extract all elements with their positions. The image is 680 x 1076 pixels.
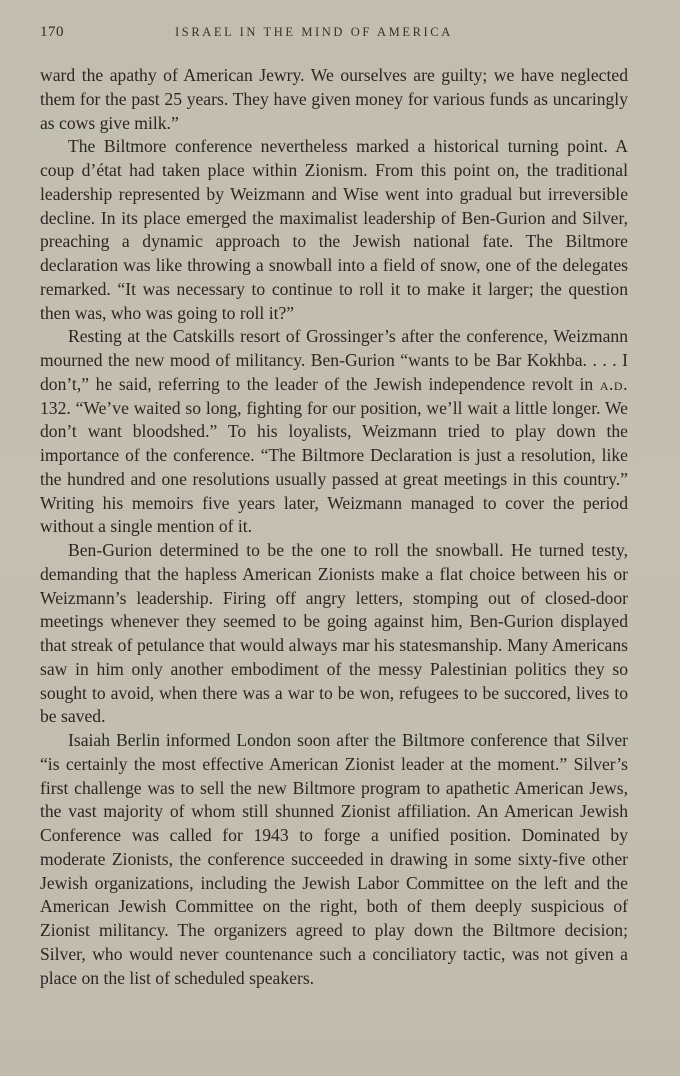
body-text <box>40 64 628 990</box>
paragraph-3-part-1: Resting at the Catskills resort of Grossinger’s after the conference, Weizmann mourned the new mood of militancy. Ben-Gurion “wants to be Bar Kokhba. . . . I don’t,” he said, referring to the leader of the Jewish independence revolt in <box>40 326 628 394</box>
running-title: ISRAEL IN THE MIND OF AMERICA <box>175 25 453 39</box>
paragraph-3-part-2: 132. “We’ve waited so long, fighting for our position, we’ll wait a little longer. We don’t want bloodshed.” To his loyalists, Weizmann tried to play down the importance of the conference. “The Biltmore Declaration is just a resolution, like the hundred and one resolutions usually passed at great meetings in this country.” Writing his memoirs five years later, Weizmann managed to cover the period without a single mention of it. <box>40 397 628 537</box>
paragraph-5: Isaiah Berlin informed London soon after the Biltmore conference that Silver “is certainly the most effective American Zionist leader at the moment.” Silver’s first challenge was to sell the new Biltmore program to apathetic American Jews, the vast majority of whom still shunned Zionist affiliation. An American Jewish Conference was called for 1943 to forge a unified position. Dominated by moderate Zionists, the conference succeeded in drawing in some sixty-five other Jewish organizations, including the Jewish Labor Committee on the left and the American Jewish Committee on the right, both of them deeply suspicious of Zionist militancy. The organizers agreed to play down the Biltmore decision; Silver, who would never countenance such a conciliatory tactic, was not given a place on the list of scheduled speakers. <box>40 730 628 988</box>
paragraph-3 <box>40 325 628 539</box>
running-head <box>40 24 628 44</box>
paragraph-4: Ben-Gurion determined to be the one to roll the snowball. He turned testy, demanding that the hapless American Zionists make a flat choice between his or Weizmann’s leadership. Firing off angry letters, stomping out of closed-door meetings whenever they seemed to be going against him, Ben-Gurion displayed that streak of petulance that would always mar his statesmanship. Many Americans saw in him only another embodiment of the messy Palestinian politics they so sought to avoid, when there was a war to be won, refugees to be succored, lives to be saved. <box>40 540 628 727</box>
page-number: 170 <box>40 24 64 40</box>
paragraph-1: ward the apathy of American Jewry. We ourselves are guilty; we have neglected them for the past 25 years. They have given money for various funds as uncaringly as cows give milk.” <box>40 65 628 133</box>
era-abbreviation: a.d. <box>599 373 628 394</box>
paragraph-2: The Biltmore conference nevertheless marked a historical turning point. A coup d’état had taken place within Zionism. From this point on, the traditional leadership represented by Weizmann and Wise went into gradual but irreversible decline. In its place emerged the maximalist leadership of Ben-Gurion and Silver, preaching a dynamic approach to the Jewish national fate. The Biltmore declaration was like throwing a snowball into a field of snow, one of the delegates remarked. “It was necessary to continue to roll it to make it larger; the question then was, who was going to roll it?” <box>40 136 628 323</box>
